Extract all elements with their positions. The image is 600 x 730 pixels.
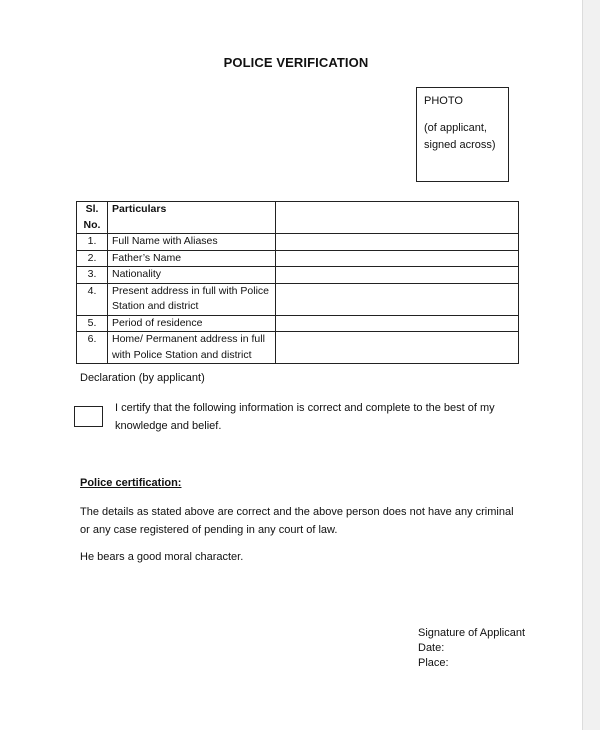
police-certification-title: Police certification: [80, 477, 182, 489]
document-title: POLICE VERIFICATION [223, 55, 369, 70]
row-number: 4. [77, 283, 108, 315]
photo-note: (of applicant, signed across) [424, 122, 496, 151]
table-row [77, 315, 519, 332]
date-label: Date: [418, 642, 445, 654]
table-header-row [77, 202, 519, 234]
header-value [276, 202, 519, 234]
row-particular: Full Name with Aliases [108, 234, 276, 251]
row-number: 2. [77, 250, 108, 267]
table-row [77, 267, 519, 284]
row-value-cell[interactable] [276, 250, 519, 267]
header-particulars: Particulars [108, 202, 276, 234]
declaration-text: I certify that the following information is correct and complete to the best of my knowledge and belief. [115, 402, 495, 432]
table-row [77, 332, 519, 364]
row-number: 5. [77, 315, 108, 332]
row-particular: Present address in full with Police Station and district [108, 283, 276, 315]
table-row [77, 250, 519, 267]
declaration-label: Declaration (by applicant) [80, 372, 205, 384]
signature-block [418, 626, 525, 671]
row-value-cell[interactable] [276, 234, 519, 251]
photo-box [416, 87, 509, 182]
row-particular: Father’s Name [108, 250, 276, 267]
row-particular: Nationality [108, 267, 276, 284]
row-value-cell[interactable] [276, 315, 519, 332]
photo-label: PHOTO [424, 95, 463, 107]
particulars-table [76, 201, 519, 364]
declaration-checkbox[interactable] [74, 406, 103, 427]
row-value-cell[interactable] [276, 283, 519, 315]
table-row [77, 283, 519, 315]
police-certification-text: The details as stated above are correct and the above person does not have any criminal or any case registered of pending in any court of law. [80, 506, 514, 536]
header-sl-no: Sl. No. [77, 202, 108, 234]
row-number: 1. [77, 234, 108, 251]
moral-character-text: He bears a good moral character. [80, 551, 244, 563]
table-row [77, 234, 519, 251]
row-number: 6. [77, 332, 108, 364]
place-label: Place: [418, 657, 449, 669]
row-value-cell[interactable] [276, 332, 519, 364]
row-value-cell[interactable] [276, 267, 519, 284]
row-particular: Period of residence [108, 315, 276, 332]
row-number: 3. [77, 267, 108, 284]
signature-label: Signature of Applicant [418, 627, 526, 639]
vertical-scrollbar[interactable] [582, 0, 600, 730]
row-particular: Home/ Permanent address in full with Police Station and district [108, 332, 276, 364]
